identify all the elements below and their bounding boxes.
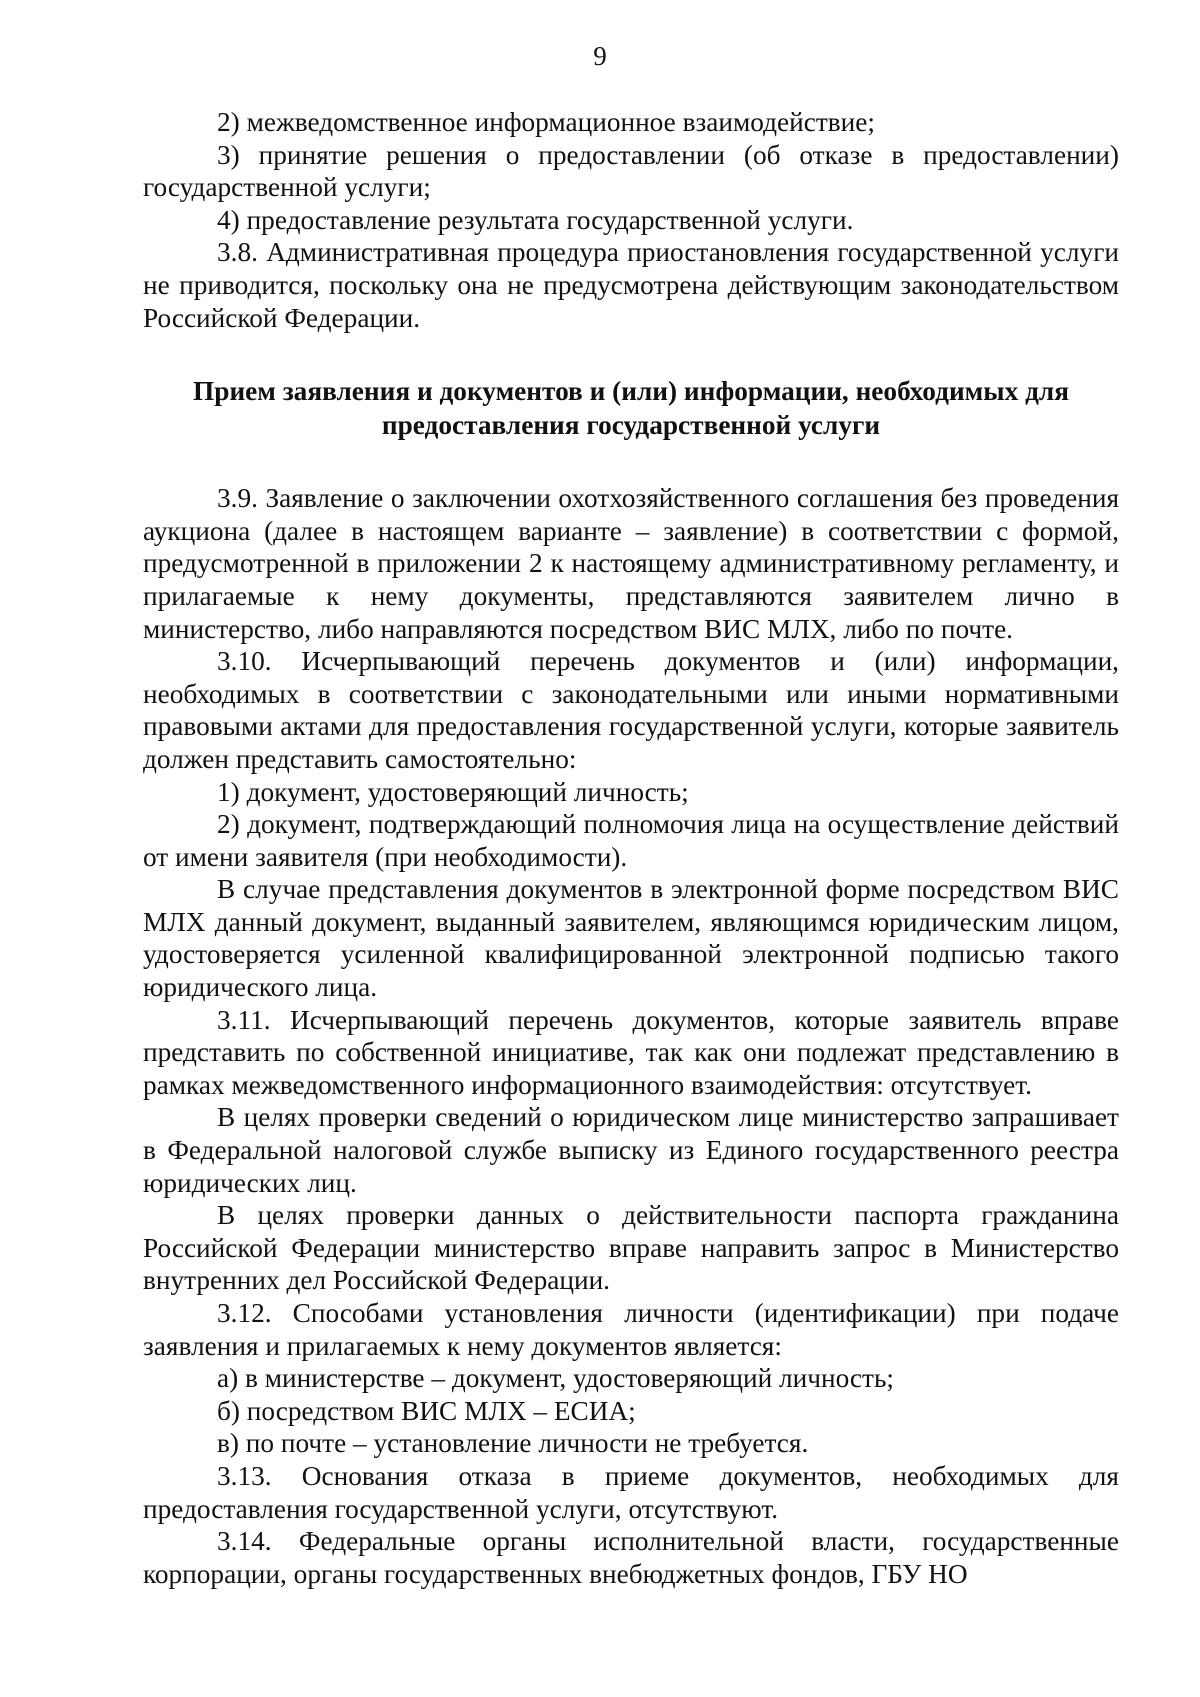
paragraph-tax-service-request: В целях проверки сведений о юридическом лице министерство запрашивает в Федеральной налоговой службе выписку из Единого государственного реестра юридических лиц. (143, 1102, 1119, 1198)
list-item-interagency-interaction: 2) межведомственное информационное взаимодействие; (217, 107, 875, 137)
section-heading-line-1: Прием заявления и документов и (или) информации, необходимых для (193, 376, 1069, 407)
section-heading (143, 374, 1119, 442)
paragraph-electronic-signature: В случае представления документов в электронной форме посредством ВИС МЛХ данный документ, выданный заявителем, являющимся юридическим лицом, удостоверяется усиленной квалифицированной электронной подписью такого юридического лица. (143, 874, 1119, 1003)
clause-3-12: 3.12. Способами установления личности (идентификации) при подаче заявления и прилагаемых к нему документов является: (143, 1298, 1119, 1361)
list-item-decision: 3) принятие решения о предоставлении (об отказе в предоставлении) государственной услуги; (143, 139, 1119, 203)
paragraph-passport-check: В целях проверки данных о действительности паспорта гражданина Российской Федерации министерство вправе направить запрос в Министерство внутренних дел Российской Федерации. (143, 1200, 1119, 1296)
clause-3-8: 3.8. Административная процедура приостановления государственной услуги не приводится, поскольку она не предусмотрена действующим законодательством Российской Федерации. (143, 237, 1119, 333)
list-item-vis-mlh: б) посредством ВИС МЛХ – ЕСИА; (217, 1395, 636, 1426)
clause-3-10: 3.10. Исчерпывающий перечень документов и (или) информации, необходимых в соответствии с законодательными или иными нормативными правовыми актами для предоставления государственной услуги, которые заявитель должен представить самостоятельно: (143, 646, 1119, 774)
clause-3-13: 3.13. Основания отказа в приеме документов, необходимых для предоставления государственной услуги, отсутствуют. (143, 1460, 1119, 1524)
page-number: 9 (593, 41, 607, 71)
list-item-result: 4) предоставление результата государственной услуги. (217, 204, 854, 235)
clause-3-11: 3.11. Исчерпывающий перечень документов, которые заявитель вправе представить по собственной инициативе, так как они подлежат представлению в рамках межведомственного информационного взаимодействия: отсутствует. (143, 1004, 1119, 1100)
list-item-ministry: а) в министерстве – документ, удостоверяющий личность; (217, 1363, 895, 1394)
document-body (143, 106, 1119, 1590)
list-item-authority-document: 2) документ, подтверждающий полномочия лица на осуществление действий от имени заявителя (при необходимости). (143, 809, 1119, 872)
list-item-post: в) по почте – установление личности не требуется. (217, 1428, 809, 1459)
clause-3-9: 3.9. Заявление о заключении охотхозяйственного соглашения без проведения аукциона (далее в настоящем варианте – заявление) в соответствии с формой, предусмотренной в приложении 2 к настоящему административному регламенту, и прилагаемые к нему документы, представляются заявителем лично в министерство, либо направляются посредством ВИС МЛХ, либо по почте. (143, 483, 1119, 644)
section-heading-line-2: предоставления государственной услуги (381, 410, 881, 441)
clause-3-14: 3.14. Федеральные органы исполнительной власти, государственные корпорации, органы государственных внебюджетных фондов, ГБУ НО (143, 1526, 1119, 1589)
list-item-identity-document: 1) документ, удостоверяющий личность; (217, 776, 689, 807)
